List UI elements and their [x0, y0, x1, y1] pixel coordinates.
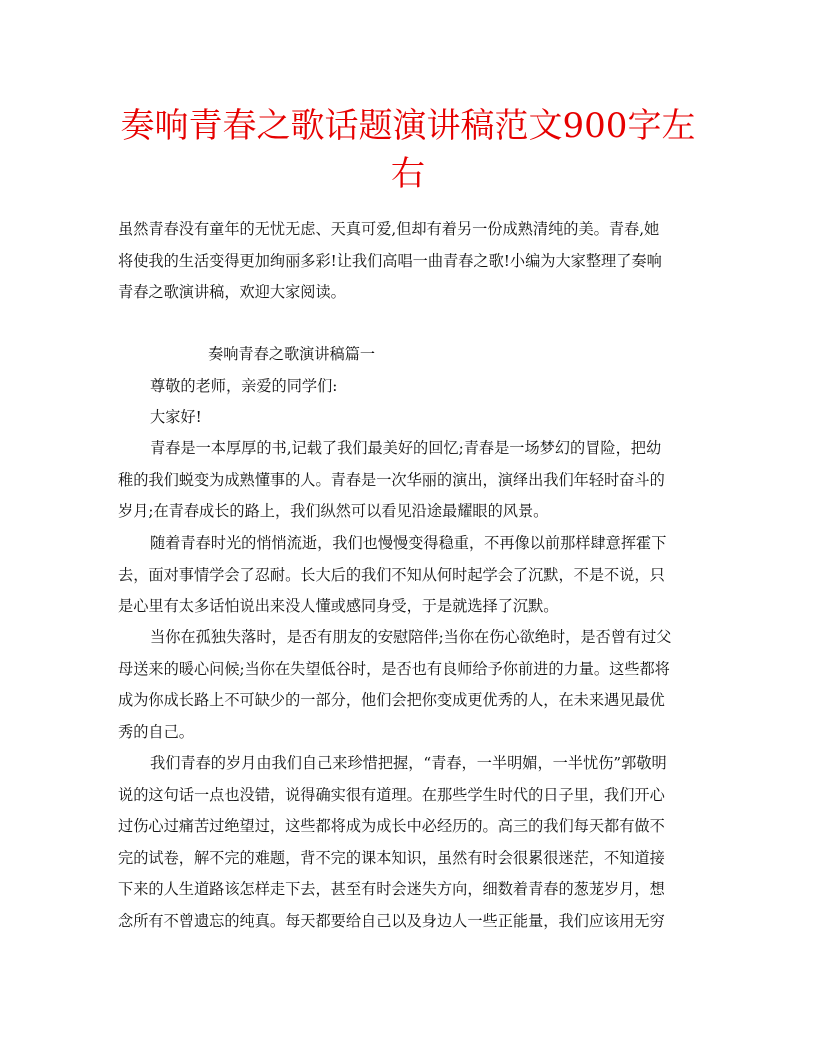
text-line: 岁月;在青春成长的路上，我们纵然可以看见沿途最耀眼的风景。: [118, 502, 549, 520]
text-line: 尊敬的老师，亲爱的同学们:: [150, 377, 338, 395]
section-heading: [208, 339, 688, 371]
text-line: 成为你成长路上不可缺少的一部分，他们会把你变成更优秀的人，在未来遇见最优: [118, 691, 665, 709]
text-line: 下来的人生道路该怎样走下去，甚至有时会迷失方向，细数着青春的葱茏岁月，想: [118, 880, 665, 898]
salutation: [150, 371, 698, 403]
body-paragraph-2: [118, 528, 698, 623]
text-line: 虽然青春没有童年的无忧无虑、天真可爱,但却有着另一份成熟清纯的美。青春,她: [118, 220, 660, 238]
text-line: 我们青春的岁月由我们自己来珍惜把握，“青春，一半明媚，一半忧伤”郭敬明: [150, 754, 667, 772]
text-line: 去，面对事情学会了忍耐。长大后的我们不知从何时起学会了沉默，不是不说，只: [118, 565, 665, 584]
title-line: 奏响青春之歌话题演讲稿范文900字左: [120, 106, 696, 146]
text-line: 青春之歌演讲稿，欢迎大家阅读。: [118, 283, 346, 301]
text-line: 当你在孤独失落时，是否有朋友的安慰陪伴;当你在伤心欲绝时，是否曾有过父: [150, 628, 672, 646]
text-line: 是心里有太多话怕说出来没人懂或感同身受，于是就选择了沉默。: [118, 597, 559, 615]
body-paragraph-1: [118, 433, 698, 528]
body-paragraph-3: [118, 622, 698, 748]
intro-paragraph: [118, 214, 698, 309]
text-line: 大家好!: [150, 408, 202, 426]
text-line: 念所有不曾遗忘的纯真。每天都要给自己以及身边人一些正能量，我们应该用无穷: [118, 911, 665, 930]
text-line: 过伤心过痛苦过绝望过，这些都将成为成长中必经历的。高三的我们每天都有做不: [118, 817, 665, 835]
body-paragraph-4: [118, 748, 698, 937]
text-line: 青春是一本厚厚的书,记载了我们最美好的回忆;青春是一场梦幻的冒险，把幼: [150, 439, 662, 457]
greeting: [150, 402, 698, 434]
title-line: 右: [391, 154, 425, 194]
text-line: 完的试卷，解不完的难题，背不完的课本知识，虽然有时会很累很迷茫，不知道接: [118, 848, 665, 867]
text-line: 母送来的暖心问候;当你在失望低谷时，是否也有良师给予你前进的力量。这些都将: [118, 659, 670, 678]
text-line: 说的这句话一点也没错，说得确实很有道理。在那些学生时代的日子里，我们开心: [118, 785, 665, 804]
text-line: 将使我的生活变得更加绚丽多彩!让我们高唱一曲青春之歌!小编为大家整理了奏响: [118, 251, 662, 270]
text-line: 随着青春时光的悄悄流逝，我们也慢慢变得稳重，不再像以前那样肆意挥霍下: [150, 534, 667, 552]
text-line: 秀的自己。: [118, 722, 194, 741]
text-line: 奏响青春之歌演讲稿篇一: [208, 345, 376, 363]
text-line: 稚的我们蜕变为成熟懂事的人。青春是一次华丽的演出，演绎出我们年轻时奋斗的: [118, 470, 665, 489]
document-title: [110, 102, 706, 198]
